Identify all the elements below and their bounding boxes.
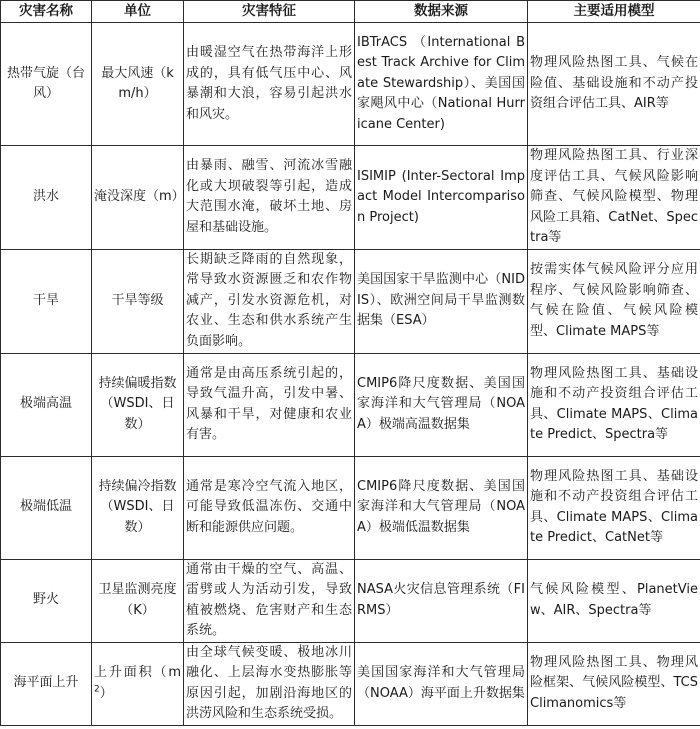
header-hazard-name: 灾害名称: [1, 1, 92, 23]
source-cell: IBTrACS （International Best Track Archive for Climate Stewardship）、美国国家飓风中心（National Hurricane Center): [355, 23, 528, 146]
source-cell: ISIMIP (Inter-Sectoral Impact Model Intercomparison Project): [355, 146, 528, 250]
models-cell: 物理风险热图工具、行业深度评估工具、气候风险影响筛查、气候风险模型、物理风险工具箱、CatNet、Spectra等: [528, 146, 700, 250]
header-row: [1, 1, 700, 23]
table-row: [1, 559, 700, 642]
unit-cell: 持续偏冷指数（WSDI、日数）: [92, 456, 184, 559]
hazard-cell: 极端低温: [1, 456, 92, 559]
models-cell: 气候风险模型、PlanetView、AIR、Spectra等: [528, 559, 700, 642]
features-cell: 通常是寒冷空气流入地区，可能导致低温冻伤、交通中断和能源供应问题。: [184, 456, 355, 559]
table-row: [1, 642, 700, 725]
header-features: 灾害特征: [184, 1, 355, 23]
source-cell: CMIP6降尺度数据、美国国家海洋和大气管理局（NOAA）极端高温数据集: [355, 353, 528, 456]
models-cell: 物理风险热图工具、气候在险值、基础设施和不动产投资组合评估工具、AIR等: [528, 23, 700, 146]
unit-text-end: ）: [99, 685, 113, 701]
features-cell: 通常由干燥的空气、高温、雷劈或人为活动引发，导致植被燃烧、危害财产和生态系统。: [184, 559, 355, 642]
table-row: [1, 23, 700, 146]
source-cell: 美国国家干旱监测中心（NIDIS）、欧洲空间局干旱监测数据集（ESA）: [355, 249, 528, 353]
features-cell: 由暴雨、融雪、河流冰雪融化或大坝破裂等引起，造成大范围水淹，破坏土地、房屋和基础设施。: [184, 146, 355, 250]
models-cell: 按需实体气候风险评分应用程序、气候风险影响筛查、气候在险值、气候风险模型、Climate MAPS等: [528, 249, 700, 353]
unit-text: 上升面积（m: [94, 665, 181, 680]
features-cell: 通常是由高压系统引起的，导致气温升高，引发中暑、风暴和干旱，对健康和农业有害。: [184, 353, 355, 456]
models-cell: 物理风险热图工具、基础设施和不动产投资组合评估工具、Climate MAPS、Climate Predict、Spectra等: [528, 353, 700, 456]
hazard-cell: 极端高温: [1, 353, 92, 456]
models-cell: 物理风险热图工具、物理风险框架、气候风险模型、TCS Climanomics等: [528, 642, 700, 725]
hazard-cell: 热带气旋（台风）: [1, 23, 92, 146]
models-cell: 物理风险热图工具、基础设施和不动产投资组合评估工具、Climate MAPS、Climate Predict、CatNet等: [528, 456, 700, 559]
table-row: [1, 146, 700, 250]
unit-cell: 持续偏暖指数（WSDI、日数）: [92, 353, 184, 456]
unit-cell: 干旱等级: [92, 249, 184, 353]
hazard-cell: 野火: [1, 559, 92, 642]
hazard-cell: 海平面上升: [1, 642, 92, 725]
header-data-source: 数据来源: [355, 1, 528, 23]
source-cell: 美国国家海洋和大气管理局（NOAA）海平面上升数据集: [355, 642, 528, 725]
header-unit: 单位: [92, 1, 184, 23]
unit-cell: 淹没深度（m）: [92, 146, 184, 250]
source-cell: CMIP6降尺度数据、美国国家海洋和大气管理局（NOAA）极端低温数据集: [355, 456, 528, 559]
unit-cell: 最大风速（km/h）: [92, 23, 184, 146]
hazard-cell: 洪水: [1, 146, 92, 250]
hazard-cell: 干旱: [1, 249, 92, 353]
source-cell: NASA火灾信息管理系统（FIRMS）: [355, 559, 528, 642]
features-cell: 长期缺乏降雨的自然现象，常导致水资源匮乏和农作物减产，引发水资源危机，对农业、生态和供水系统产生负面影响。: [184, 249, 355, 353]
table-row: [1, 249, 700, 353]
features-cell: 由全球气候变暖、极地冰川融化、上层海水变热膨胀等原因引起，加剧沿海地区的洪涝风险和生态系统受损。: [184, 642, 355, 725]
features-cell: 由暖湿空气在热带海洋上形成的，具有低气压中心、风暴潮和大浪，容易引起洪水和风灾。: [184, 23, 355, 146]
unit-cell: [92, 642, 184, 725]
table-row: [1, 353, 700, 456]
unit-superscript: 2: [94, 684, 100, 695]
unit-cell: 卫星监测亮度（K）: [92, 559, 184, 642]
table-row: [1, 456, 700, 559]
header-models: 主要适用模型: [528, 1, 700, 23]
